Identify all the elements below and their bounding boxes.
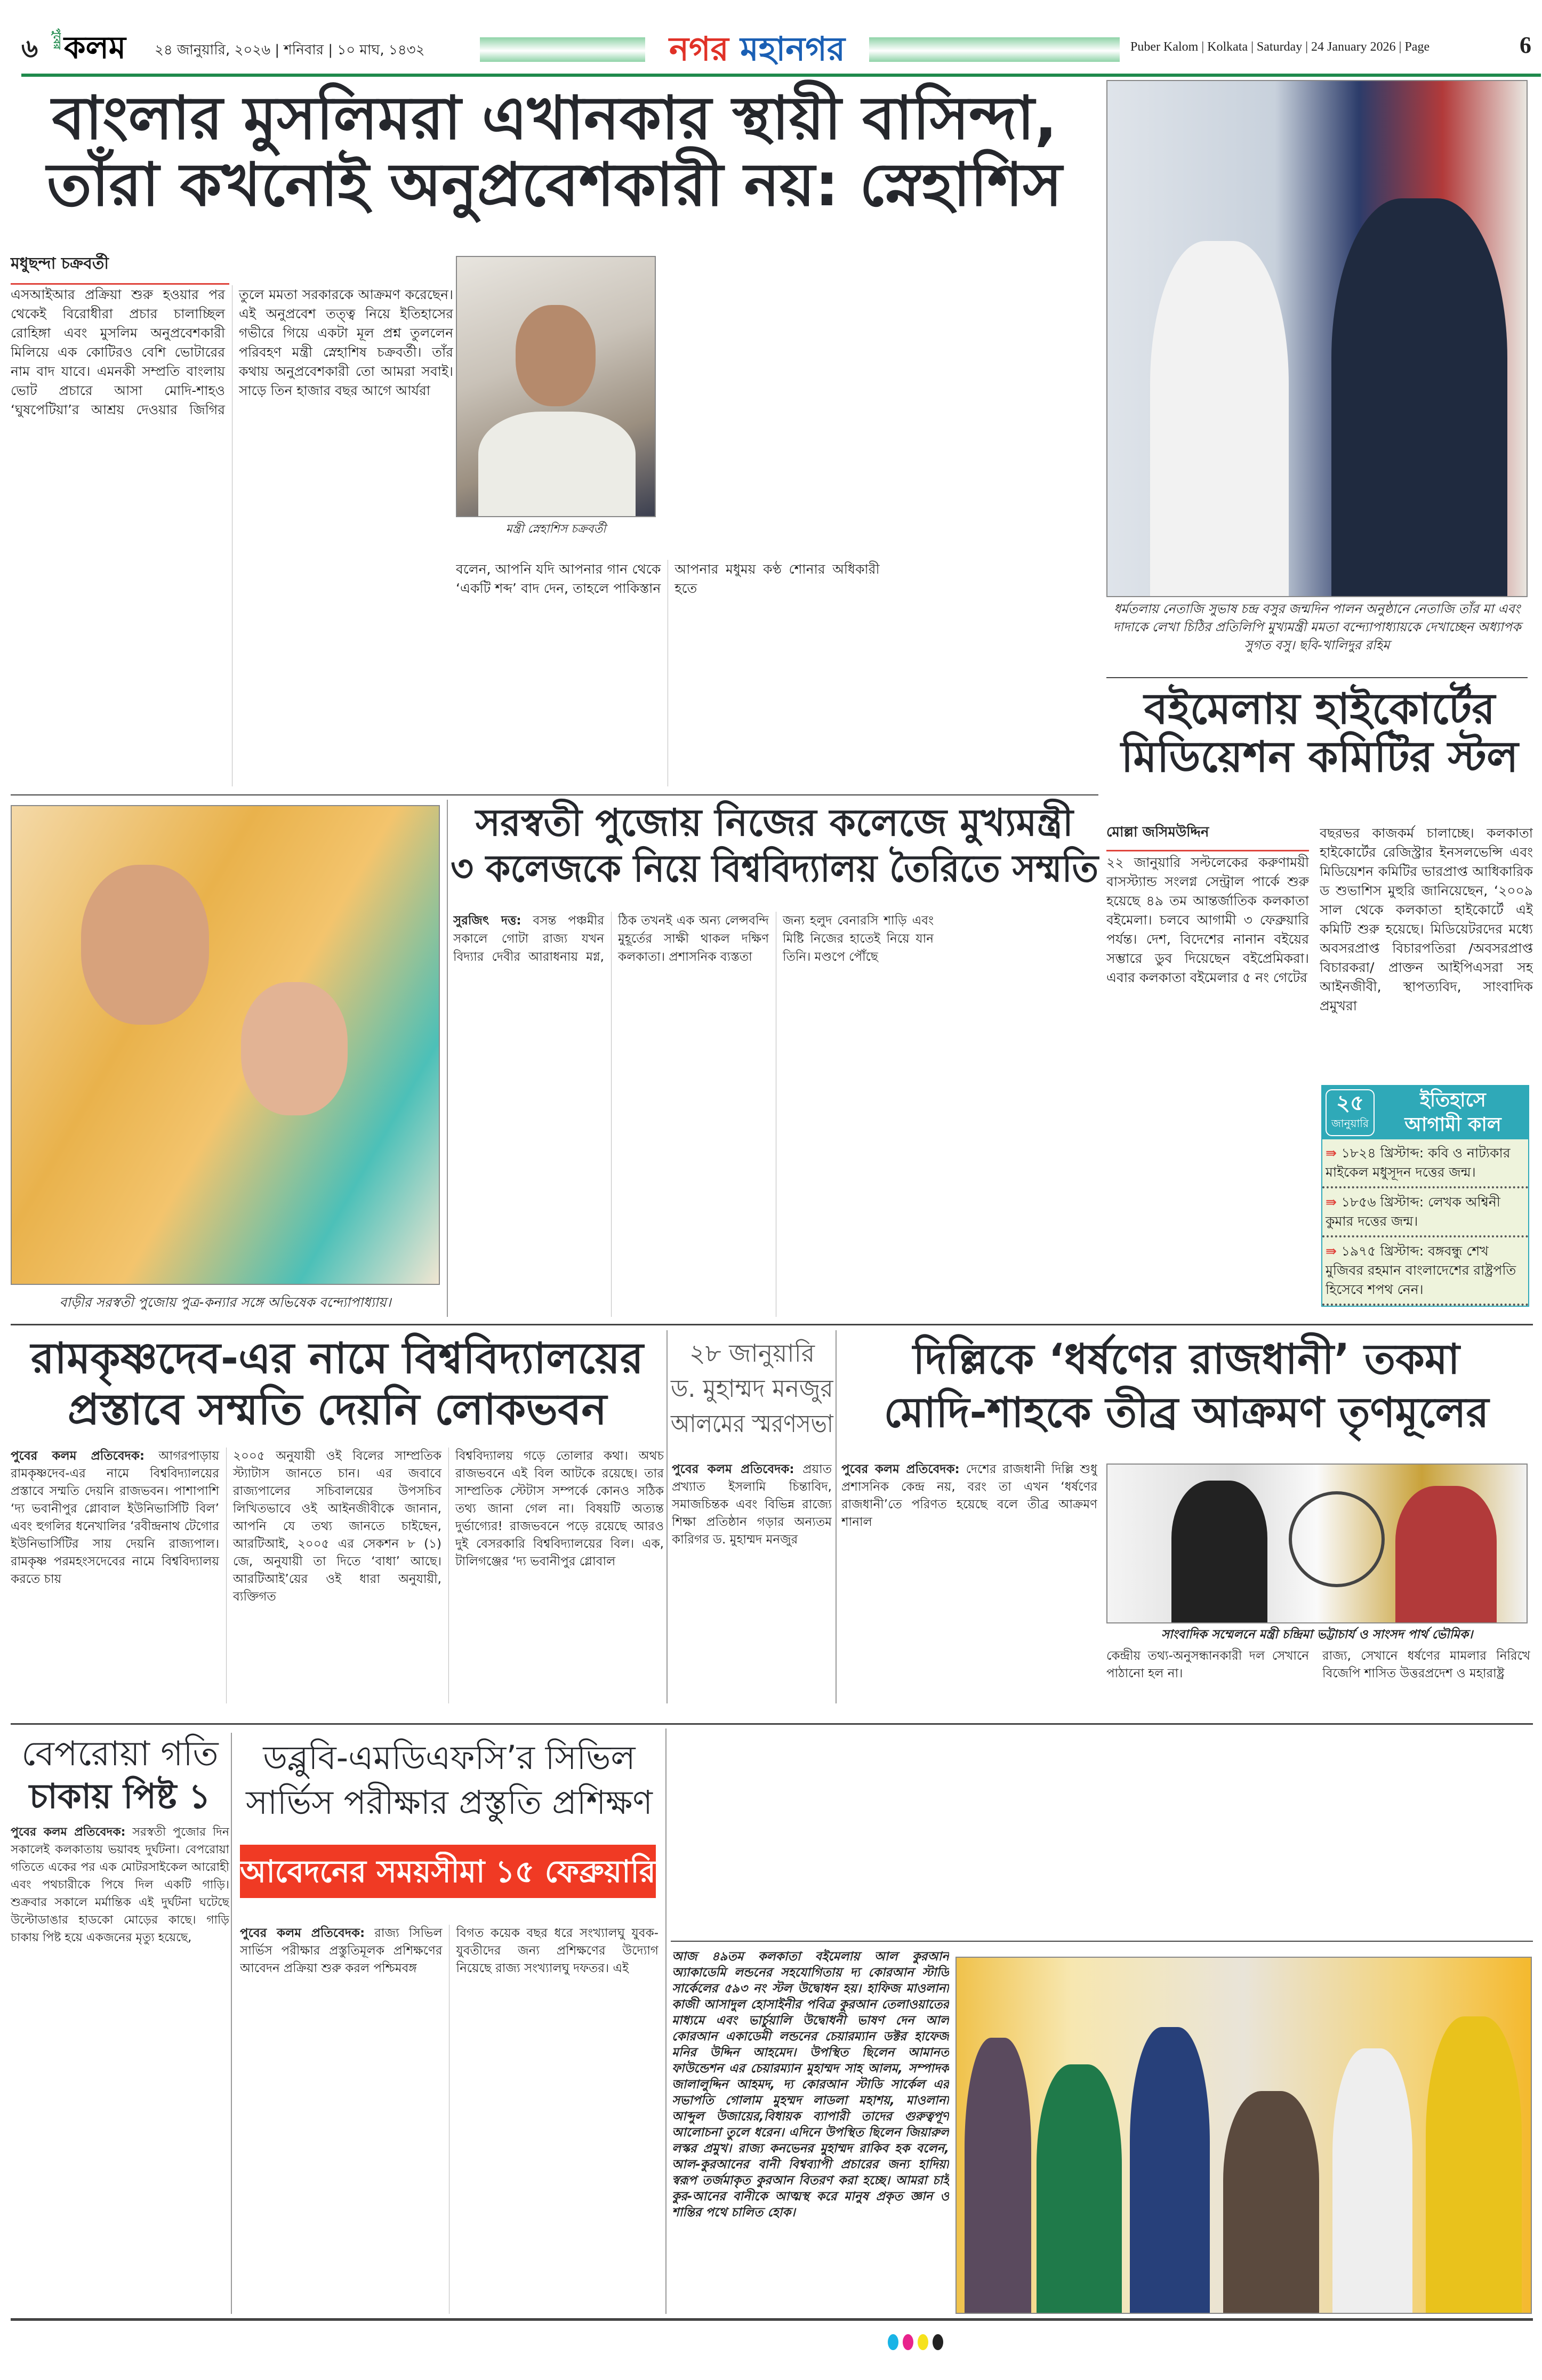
headline-line: তাঁরা কখনোই অনুপ্রবেশকারী নয়: স্নেহাশিস (46, 150, 1063, 220)
netaji-event-photo (1106, 80, 1528, 597)
article-body-cont (1106, 1647, 1309, 1719)
byline-lead: পুবের কলম প্রতিবেদক: (841, 1462, 960, 1476)
section-title-line (653, 24, 861, 79)
portrait-caption: মন্ত্রী স্নেহাশিস চক্রবর্তী (505, 522, 606, 536)
article-body-cont (1320, 824, 1533, 1080)
article-body (11, 1823, 229, 2314)
paragraph: ২০০৫ অনুযায়ী ওই বিলের সাম্প্রতিক স্ট্যাটাস জানতে চান। এর জবাবে রাজ্যপালের সচিবালয়ের উপসচিব লিখিতভাবে ওই আইনজীবীকে জানান, আপনি যে তথ্য জানতে চাইছেন, আরটিআই, ২০০৫ এর সেকশন ৮ (১) জে, অনুযায়ী তা দিতে ‘বাধা’ আছে। আরটিআই’য়ের ওই ধারা অনুযায়ী, ব্যক্তিগত (233, 1449, 441, 1604)
netaji-photo-caption: ধর্মতলায় নেতাজি সুভাষ চন্দ্র বসুর জন্মদিন পালন অনুষ্ঠানে নেতাজি তাঁর মা এবং দাদাকে লেখা চিঠির প্রতিলিপি মুখ্যমন্ত্রী মমতা বন্দ্যোপাধ্যায়কে দেখাচ্ছেন অধ্যাপক সুগত বসু। ছবি-খালিদুর রহিম (1113, 601, 1521, 653)
headline-line: মিডিয়েশন কমিটির স্টল (1121, 731, 1519, 782)
history-item: ⇛ ১৮২৪ খ্রিস্টাব্দ: কবি ও নাট্যকার মাইকেল মধুসূদন দত্তের জন্ম। (1322, 1139, 1528, 1188)
person-figure (1223, 2091, 1319, 2314)
title-line: আগামী কাল (1404, 1114, 1501, 1136)
family-photo-caption: বাড়ীর সরস্বতী পুজোয় পুত্র-কন্যার সঙ্গে অভিষেক বন্দ্যোপাধ্যায়। (59, 1294, 391, 1310)
memorial-headline (671, 1336, 833, 1441)
divider (11, 1324, 1533, 1325)
registration-mark-black (933, 2334, 943, 2350)
person-body (478, 412, 636, 517)
paragraph: ২২ জানুয়ারি সল্টলেকের করুণাময়ী বাসস্ট্যান্ড সংলগ্ন সেন্ট্রাল পার্কে শুরু হয়েছে ৪৯ তম আন্তর্জাতিক কলকাতা বইমেলা। চলবে আগামী ৩ ফেব্রুয়ারি পর্যন্ত। দেশ, বিদেশের নানান বইয়ের সম্ভারে ডুব দিয়েছেন বইপ্রেমিকরা। এবার কলকাতা বইমেলার ৫ নং গেটের (1106, 855, 1309, 985)
byline-lead: পুবের কলম প্রতিবেদক: (11, 1826, 126, 1839)
party-logo-icon (1289, 1491, 1385, 1587)
boimela-headline (1106, 685, 1533, 781)
byline-lead: পুবের কলম প্রতিবেদক: (672, 1462, 794, 1476)
divider (11, 794, 1098, 795)
byline-lead: সুরজিৎ দত্ত: (453, 914, 521, 928)
column-divider (447, 800, 448, 1317)
arrow-icon: ⇛ (1326, 1145, 1342, 1161)
divider (1106, 677, 1528, 678)
article-body (672, 1461, 832, 1703)
history-title (1381, 1088, 1525, 1137)
child-face (241, 982, 348, 1115)
paragraph: এসআইআর প্রক্রিয়া শুরু হওয়ার পর থেকেই বিরোধীরা প্রচার চালাচ্ছিল রোহিঙ্গা এবং মুসলিম অনুপ্রবেশকারী মিলিয়ে এক কোটিরও বেশি ভোটারের নাম বাদ যাবে। এমনকী সম্প্রতি বাংলায় ভোট প্রচারে আসা মোদি-শাহও ‘ঘুষপেটিয়া’র আশ্রয় দেওয়ার জিগির তুলে মমতা সরকারকে আক্রমণ করেছেন। এই অনুপ্রবেশ তত্ত্ব নিয়ে ইতিহাসের গভীরে গিয়ে একটা মূল প্রশ্ন তুললেন পরিবহণ মন্ত্রী স্নেহাশিষ চক্রবর্তী। তাঁর কথায় অনুপ্রবেশকারী তো আমরা সবাই। সাড়ে তিন হাজার বছর আগে আর্যরা (11, 287, 453, 417)
headline-line: ডব্লুবি-এমডিএফসি’র সিভিল (263, 1738, 636, 1777)
delhi-headline (840, 1333, 1533, 1440)
registration-mark-cyan (888, 2334, 898, 2350)
person-face (516, 305, 596, 406)
person-figure (1426, 2016, 1522, 2314)
ramkrishna-headline (11, 1333, 664, 1435)
person-figure (1395, 1486, 1497, 1623)
quran-stall-text: আজ ৪৯তম কলকাতা বইমেলায় আল কুরআন অ্যাকাডেমি লন্ডনের সহযোগিতায় দ্য কোরআন স্টাডি সার্কেলের ৫৯৩ নং স্টল উদ্বোধন হয়। হাফিজ মাওলানা কাজী আসাদুল হোসাইনীর পবিত্র কুরআন তেলাওয়াতের মাধ্যমে এবং ভার্চুয়ালি উদ্বোধনী ভাষণ দেন আল কোরআন একাডেমী লন্ডনের চেয়ারম্যান ডক্টর হাফেজ মনির উদ্দিন আহমেদ। উপস্থিত ছিলেন আমানত ফাউন্ডেশন এর চেয়ারম্যান মুহাম্মদ সাহ আলম, সম্পাদক জালালুদ্দিন আহমদ, দ্য কোরআন স্টাডি সার্কেল এর সভাপতি গোলাম মুহম্মদ লাডলা মহাশয়, মাওলানা আব্দুল উজায়ের,বিধায়ক ব্যাপারী তাদের গুরুত্বপূর্ণ আলোচনা তুলে ধরেন। এদিনে উপস্থিত ছিলেন জিয়ারুল লস্কর প্রমুখ। রাজ্য কনভেনর মুহাম্মদ রাকিব হক বলেন, আল-কুরআনের বানী বিশ্বব্যাপী প্রচারের জন্য হাদিয়া স্বরূপ তর্জমাকৃত কুরআন বিতরণ করা হচ্ছে। আমরা চাই কুর-আনের বানীকে আত্মস্থ করে মানুষ প্রকৃত জ্ঞান ও শান্তির পথে চালিত হোক। (672, 1950, 949, 2220)
paragraph: বছরভর কাজকর্ম চালাচ্ছে। কলকাতা হাইকোর্টের রেজিস্ট্রার ইনসলভেন্সি এবং মিডিয়েশন কমিটির ভারপ্রাপ্ত আধিকারিক ড শুভাশিস মুহুরি জানিয়েছেন, ‘২০০৯ সাল থেকে কলকাতা হাইকোর্টে এই কমিটি শুরু হয়েছে। মিডিয়েটরদের মধ্যে অবসরপ্রাপ্ত বিচারপতিরা /অবসরপ্রাপ্ত বিচারকরা/ প্রাক্তন আইপিএসরা সহ আইনজীবী, স্থাপত্যবিদ, সাংবাদিক প্রমুখরা (1320, 825, 1533, 1014)
article-body (11, 285, 453, 786)
header-rule (21, 74, 1541, 77)
article-body (11, 1448, 664, 1703)
byline-lead: পুবের কলম প্রতিবেদক: (240, 1926, 365, 1940)
saraswati-headline (451, 800, 1098, 891)
paragraph: বিগত কয়েক বছর ধরে সংখ্যালঘু যুবক-যুবতীদের জন্য প্রশিক্ষণের উদ্যোগ নিয়েছে রাজ্য সংখ্যালঘু দফতর। এই (456, 1926, 658, 1975)
article-body-cont (1322, 1647, 1530, 1719)
person-figure (965, 2038, 1031, 2314)
paragraph: জন্য হলুদ বেনারসি শাড়ি এবং মিষ্টি নিজের হাতেই নিয়ে যান তিনি। মণ্ডপে পৌঁছে (783, 914, 934, 964)
date-month: জানুয়ারি (1331, 1117, 1369, 1130)
press-photo-caption: সাংবাদিক সম্মেলনে মন্ত্রী চন্দ্রিমা ভট্টাচার্য ও সাংসদ পার্থ ভৌমিক। (1161, 1628, 1473, 1642)
masthead (21, 24, 1541, 75)
paragraph: বিশ্ববিদ্যালয় গড়ে তোলার কথা। অথচ রাজভবনে এই বিল আটকে রয়েছে। তার সাম্প্রতিক স্টেটাস সম্পর্কে কোনও সঠিক তথ্য জানা গেল না। বিষয়টি অত্যন্ত দুর্ভাগ্যের! রাজভবনে পড়ে রয়েছে আরও দুই বেসরকারি বিশ্ববিদ্যালয়ের বিল। এক, টালিগঞ্জের ‘দ্য ভবানীপুর গ্লোবাল (455, 1449, 664, 1569)
headline-line: সার্ভিস পরীক্ষার প্রস্তুতি প্রশিক্ষণ (246, 1783, 653, 1822)
paragraph: পুবের কলম প্রতিবেদক: আগরপাড়ায় রামকৃষ্ণদেব-এর নামে বিশ্ববিদ্যালয়ের প্রস্তাবে সম্মতি দেয়নি রাজভবন। পাশাপাশি ‘দ্য ভবানীপুর গ্লোবাল ইউনিভার্সিটি বিল’ এবং হুগলির ধনেখালির ‘রবীন্দ্রনাথ টেগোর ইউনিভার্সিটির সায় দেয়নি রাজ্যপাল। রামকৃষ্ণ পরমহংসদেবের নামে বিশ্ববিদ্যালয় করতে চায় (11, 1449, 219, 1586)
page-number: 6 (1520, 32, 1531, 58)
paragraph: কেন্দ্রীয় তথ্য-অনুসন্ধানকারী দল সেখানে পাঠানো হল না। (1106, 1649, 1309, 1681)
section-title (653, 24, 861, 79)
headline-line: বেপরোয়া গতি (21, 1734, 219, 1774)
article-body (453, 912, 1098, 1317)
paragraph: পুবের কলম প্রতিবেদক: সরস্বতী পুজোর দিন সকালেই কলকাতায় ভয়াবহ দুর্ঘটনা। বেপরোয়া গতিতে একের পর এক মোটরসাইকেল আরোহী এবং পথচারীকে পিষে দিল একটি গাড়ি। শুক্রবার সকালে মর্মান্তিক এই দুর্ঘটনা ঘটেছে উল্টোডাঙার হাডকো মোড়ের কাছে। গাড়ি চাকায় পিষ্ট হয়ে একজনের মৃত্যু হয়েছে, (11, 1826, 229, 1944)
paragraph: পুবের কলম প্রতিবেদক: দেশের রাজধানী দিল্লি শুধু প্রশাসনিক কেন্দ্র নয়, বরং তা এখন ‘ধর্ষণের রাজধানী’তে পরিণত হয়েছে বলে তীব্র আক্রমণ শানাল (841, 1462, 1097, 1529)
article-body (841, 1461, 1097, 1703)
portrait-photo (456, 256, 656, 517)
headline-line: প্রস্তাবে সম্মতি দেয়নি লোকভবন (67, 1385, 607, 1434)
paragraph: পুবের কলম প্রতিবেদক: রাজ্য সিভিল সার্ভিস পরীক্ষার প্রস্তুতিমূলক প্রশিক্ষণের আবেদন প্রক্রিয়া শুরু করল পশ্চিমবঙ্গ (240, 1926, 443, 1975)
person-figure (1171, 1481, 1267, 1623)
article-body (1106, 853, 1309, 1317)
decorative-bar-left (480, 37, 645, 62)
history-item: ⇛ ১৮৫৬ খ্রিস্টাব্দ: লেখক অশ্বিনী কুমার দত্তের জন্ম। (1322, 1188, 1528, 1237)
paragraph: রাজ্য, সেখানে ধর্ষণের মামলার নিরিখে বিজেপি শাসিত উত্তরপ্রদেশ ও মহারাষ্ট্র (1322, 1649, 1530, 1681)
headline-line: ২৮ জানুয়ারি (689, 1339, 815, 1368)
column-divider (665, 1728, 666, 2314)
article-body-cont (456, 560, 1098, 786)
person-figure (1332, 2048, 1412, 2314)
paragraph: বলেন, আপনি যদি আপনার গান থেকে ‘একটি শব্দ’ বাদ দেন, তাহলে পাকিস্তান আপনার মধুময় কণ্ঠ শোনার অধিকারী হতে (456, 561, 880, 596)
decorative-bar-right (869, 37, 1120, 62)
title-line: ইতিহাসে (1420, 1089, 1486, 1111)
arrow-icon: ⇛ (1326, 1194, 1342, 1210)
paragraph: পুবের কলম প্রতিবেদক: প্রয়াত প্রখ্যাত ইসলামি চিন্তাবিদ, সমাজচিন্তক এবং বিভিন্ন রাজ্যে শিক্ষা প্রতিষ্ঠান গড়ার অন্যতম কারিগর ড. মুহাম্মদ মনজুর (672, 1462, 832, 1547)
column-divider (836, 1330, 837, 1703)
headline-line: বাংলার মুসলিমরা এখানকার স্থায়ী বাসিন্দা, (52, 84, 1057, 153)
byline-lead: পুবের কলম প্রতিবেদক: (11, 1449, 145, 1463)
history-item: ⇛ ১৯৭৫ খ্রিস্টাব্দ: বঙ্গবন্ধু শেখ মুজিবর রহমান বাংলাদেশের রাষ্ট্রপতি হিসেবে শপথ নেন। (1322, 1237, 1528, 1306)
person-figure (1130, 2027, 1210, 2314)
person-figure (1331, 198, 1507, 597)
logo-small: পুবের (51, 28, 62, 50)
column-divider (231, 1733, 232, 2314)
date-bengali: ২৪ জানুয়ারি, ২০২৬ | শনিবার | ১০ মাঘ, ১৪৩২ (155, 42, 425, 58)
section-word-red: নগর (669, 29, 729, 68)
article-body (240, 1925, 658, 2314)
divider (671, 1941, 1533, 1942)
logo: কলম (64, 29, 126, 66)
headline-line: সরস্বতী পুজোয় নিজের কলেজে মুখ্যমন্ত্রী (476, 801, 1073, 845)
arrow-icon: ⇛ (1326, 1243, 1342, 1259)
column-divider (666, 1330, 668, 1703)
edition-info: Puber Kalom | Kolkata | Saturday | 24 January 2026 | Page (1130, 40, 1430, 54)
wbmdfc-headline (237, 1735, 661, 1825)
headline-line: দিল্লিকে ‘ধর্ষণের রাজধানী’ তকমা (913, 1336, 1460, 1384)
date-badge (1326, 1089, 1375, 1136)
headline-line: ৩ কলেজকে নিয়ে বিশ্ববিদ্যালয় তৈরিতে সম্মতি (451, 847, 1099, 890)
byline: মোল্লা জসিমউদ্দিন (1106, 821, 1309, 851)
paragraph: সুরজিৎ দত্ত: বসন্ত পঞ্চমীর সকালে গোটা রাজ্য যখন বিদ্যার দেবীর আরাধনায় মগ্ন, ঠিক তখনই এক অন্য লেন্সবন্দি মুহূর্তের সাক্ষী থাকল দক্ষিণ কলকাতা। প্রশাসনিক ব্যস্ততা (453, 914, 769, 964)
headline-line: চাকায় পিষ্ট ১ (29, 1777, 211, 1816)
byline: মধুছন্দা চক্রবর্তী (11, 251, 229, 285)
person-face (81, 865, 209, 1025)
headline-line: ড. মুহাম্মদ মনজুর (671, 1374, 833, 1403)
history-box-header (1322, 1086, 1528, 1139)
abhishek-family-photo (11, 805, 440, 1285)
footer-rule (11, 2318, 1533, 2321)
headline-line: মোদি-শাহকে তীব্র আক্রমণ তৃণমূলের (884, 1389, 1489, 1437)
page-number-bengali: ৬ (21, 34, 38, 63)
section-word-blue: মহানগর (740, 29, 846, 68)
deadline-banner: আবেদনের সময়সীমা ১৫ ফেব্রুয়ারি (240, 1845, 656, 1898)
main-headline (11, 85, 1098, 219)
person-figure (1037, 2064, 1122, 2314)
press-conference-photo (1106, 1464, 1528, 1623)
headline-line: রামকৃষ্ণদেব-এর নামে বিশ্ববিদ্যালয়ের (31, 1333, 644, 1383)
history-box (1321, 1085, 1529, 1307)
divider (11, 1723, 1533, 1725)
date-number: ২৫ (1336, 1091, 1364, 1115)
person-figure (1150, 241, 1289, 597)
headline-line: বইমেলায় হাইকোর্টের (1144, 684, 1496, 734)
bookfair-stall-photo (955, 1957, 1532, 2314)
accident-headline (11, 1733, 229, 1818)
registration-mark-magenta (903, 2334, 913, 2350)
registration-mark-yellow (918, 2334, 928, 2350)
headline-line: আলমের স্মরণসভা (671, 1409, 833, 1438)
